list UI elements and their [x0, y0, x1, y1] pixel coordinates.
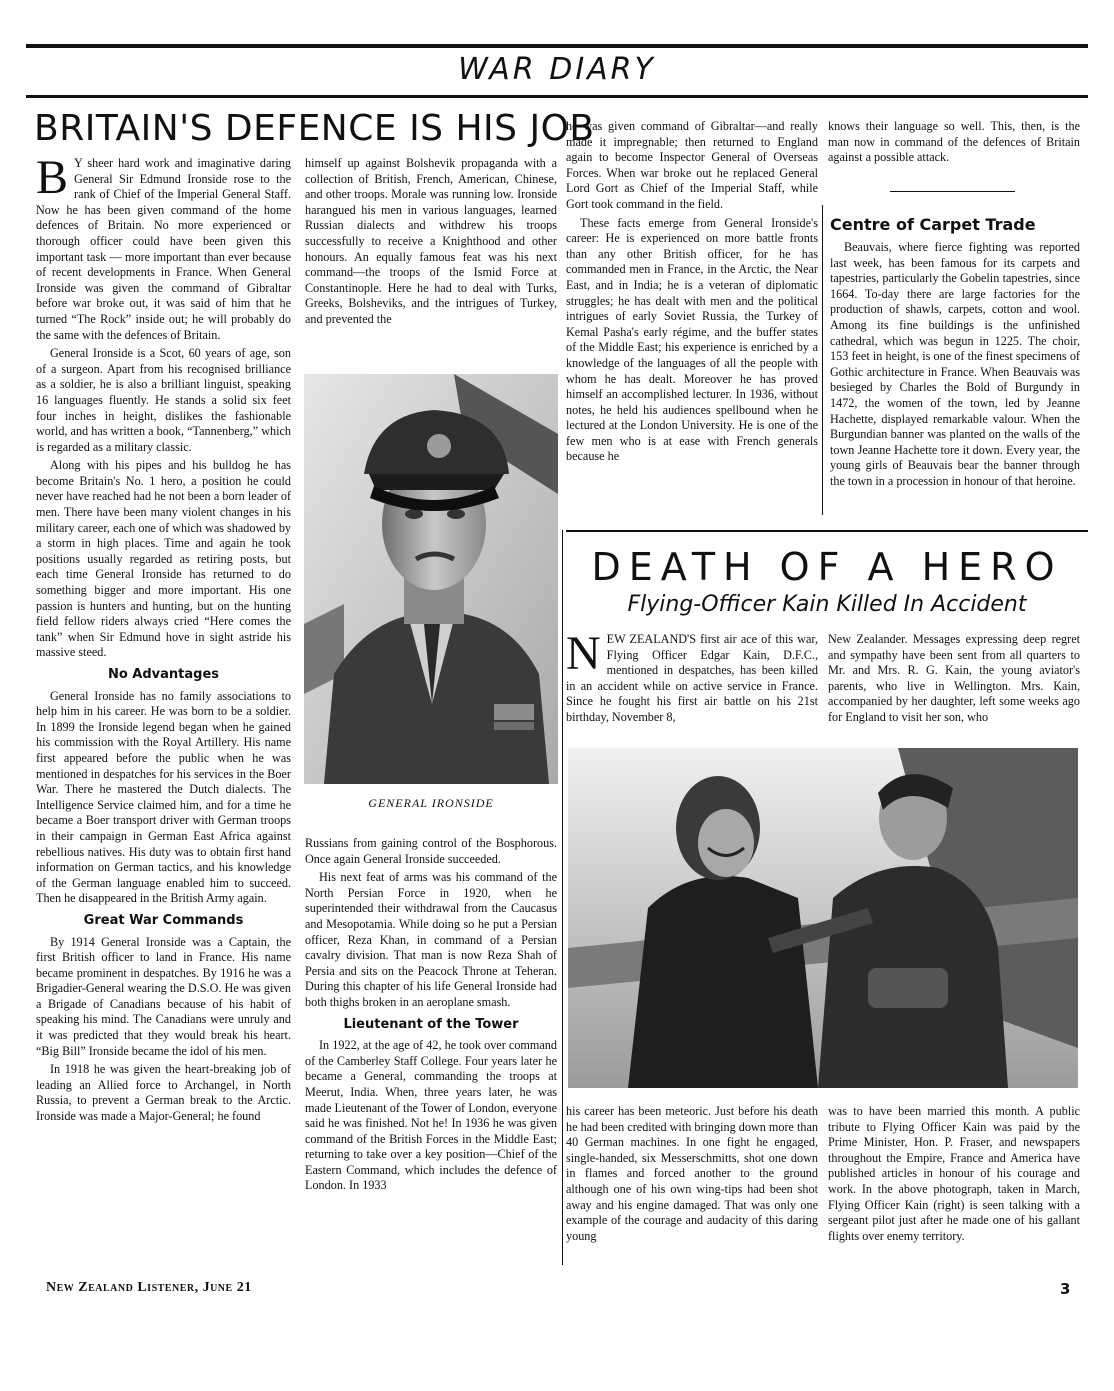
title-rule — [26, 95, 1088, 98]
article2-top-rule — [566, 530, 1088, 532]
article1-col1-p3: Along with his pipes and his bulldog he has become Britain's No. 1 hero, a position he could never have reached had he not been a born leader of men. There have been many violent changes in his military career, each one of which was shadowed by a storm in high places. Time and again he took positions usually regarded as retiring posts, but each time General Ironside has returned to do something bigger and more important. His one passion is hunters and hunting, but on the hunting field fellow riders always cried “Here comes the tank” when Sir Edmund hove in sight astride his massive steed. — [36, 458, 292, 660]
article1-col2-p4: In 1922, at the age of 42, he took over command of the Camberley Staff College. Four years later he became a General, commanding the troops at Meerut, India. When, three years later, he was made Lieutenant of the Tower of London, everyone said he was finished. Not he! In 1936 he was given command of the British Forces in the Middle East; returning to take over a key position—Chief of the Eastern Command, which includes the defence of London. In 1933 — [305, 1038, 557, 1193]
sidebar-body — [830, 240, 1080, 493]
article1-col1-p5: By 1914 General Ironside was a Captain, the first British officer to land in France. His name became prominent in despatches. By 1916 he was a Brigadier-General wearing the D.S.O. He was given a Brigade of Canadians because of his habit of speaking his mind. The Canadians were unruly and it was predicted that they would break his heart. “Big Bill” Ironside became the idol of his men. — [36, 934, 291, 1058]
article1-col1-p2: General Ironside is a Scot, 60 years of age, son of a surgeon. Apart from his recognised brilliance as a soldier, he is also a brilliant linguist, speaking 16 languages fluently. He stands a solid six feet four inches in height, dislikes the fashionable world, and has written a book, “Tannenberg,” which is regarded as a military classic. — [36, 346, 291, 454]
article2-col2-text: New Zealander. Messages expressing deep regret and sympathy have been sent from all quarters to Mr. and Mrs. R. G. Kain, the young aviator's parents, who live in Wellington. Mrs. Kain, accompanied by her daughter, left some weeks ago for England to visit her son, who — [828, 632, 1080, 724]
article2-col1-text: EW ZEALAND'S first air ace of this war, Flying Officer Edgar Kain, D.F.C., mentioned in despatches, has been killed in an accident while on active service in France. Since he fought his first air battle on his 21st birthday, November 8, — [566, 632, 818, 724]
article1-dropcap: B — [36, 151, 69, 204]
article2-column-4 — [828, 1104, 1080, 1247]
page-number: 3 — [1060, 1280, 1071, 1298]
article1-col1-p1: Y sheer hard work and imaginative daring General Sir Edmund Ironside rose to the rank of Chief of the Imperial General Staff. Now he has been given command of the home defences of Britain. No more experienced or thorough officer could have been given this important task — more important than ever because of recent developments in France. When General Ironside was given the command of Gibraltar before war broke out, it was said of him that he turned “The Rock” inside out; he will probably do the same with the defences of Britain. — [36, 156, 291, 342]
sidebar-p1: Beauvais, where fierce fighting was reported last week, has been famous for its carpets and tapestries, particularly the Gobelin tapestries, since 1664. To-day there are large factories for the production of shawls, carpets, cotton and wool. Among its fine buildings is the unfinished cathedral, which was begun in 1225. The choir, 153 feet in height, is one of the finest specimens of Gothic architecture in France. When Beauvais was besieged by Charles the Bold of Burgundy in 1472, the women of the town, led by Jeanne Hachette, displayed remarkable valour. When the Burgundian banner was planted on the walls of the town Jeanne Hachette tore it down. Every year, the young girls of Beauvais bear the banner through the town in a procession in honour of that heroine. — [830, 240, 1080, 488]
article1-col2-p2: Russians from gaining control of the Bosphorous. Once again General Ironside succeeded. — [305, 836, 557, 866]
article1-column-2-top — [305, 156, 557, 331]
column-4-divider — [890, 191, 1015, 192]
subhead-lieutenant-of-the-tower: Lieutenant of the Tower — [343, 1016, 519, 1032]
article1-headline: BRITAIN'S DEFENCE IS HIS JOB — [34, 108, 595, 149]
article2-column-1 — [566, 627, 818, 729]
sidebar-left-rule — [822, 205, 823, 515]
article2-column-2 — [828, 632, 1080, 729]
article1-col1-p4: General Ironside has no family associations to help him in his career. He was born to be a soldier. In 1899 the Ironside legend began when he gained his commission with the Royal Artillery. His name first appeared before the public when he was mentioned in despatches for his services in the Boer War. There he mastered the Dutch dialects. The Intelligence Service claimed him, and for a time he became a Boer transport driver with German troops in their campaign in German East Africa against rebellious natives. His duty was to obtain first hand information on German tactics, and his knowledge of the German language enabled him to succeed. Then he disappeared in the British Army again. — [36, 688, 291, 906]
article2-col3-text: his career has been meteoric. Just before his death he had been credited with bringing down more than 40 German machines. In one fight he engaged, single-handed, six Messerschmitts, shot one down in flames and forced another to the ground although one of his own wing-tips had been shot away and his engine damaged. That was only one example of the courage and audacity of this daring young — [566, 1104, 818, 1243]
article2-dropcap: N — [566, 627, 601, 680]
article1-col3-p2: These facts emerge from General Ironside's career: He is experienced on more battle fronts than any other British officer, for he has commanded men in France, in the Arctic, the Near East, and in India; he is a veteran of diplomatic struggles; he has dealt with men and the political intrigues of early Soviet Russia, the Turkey of Kemal Pasha's early régime, and the buffer states of the Middle East; his experience is enriched by a knowledge of the languages of all the people with whom he has dealt. Moreover he has proved himself an accomplished lecturer. In 1936, without notes, he held his audiences spellbound when he lectured at the London University. He is one of the few men who is at ease with French generals because he — [566, 215, 818, 464]
ironside-photo-caption: GENERAL IRONSIDE — [368, 796, 494, 810]
section-title: WAR DIARY — [458, 52, 656, 87]
article1-column-1 — [36, 151, 292, 1128]
kain-photo — [568, 748, 1078, 1088]
article2-column-3 — [566, 1104, 818, 1247]
ironside-portrait-illustration — [304, 374, 558, 784]
article2-left-rule — [562, 530, 563, 1265]
article2-headline: DEATH OF A HERO — [591, 545, 1063, 589]
kain-photo-illustration — [568, 748, 1078, 1088]
article1-column-2-bottom — [305, 836, 557, 1197]
article2-col4-text: was to have been married this month. A public tribute to Flying Officer Kain was paid by the Prime Minister, Hon. P. Fraser, and newspapers throughout the Empire, France and America have published articles in honour of his courage and work. In the above photograph, taken in March, Flying Officer Kain (right) is seen talking with a sergeant pilot just after he made one of his gallant flights over enemy territory. — [828, 1104, 1080, 1243]
article1-column-3 — [566, 119, 818, 468]
article1-col1-p6: In 1918 he was given the heart-breaking job of leading an Allied force to Archangel, in North Russia, to prevent a German break to the Arctic. Ironside was made a Major-General; he found — [36, 1062, 291, 1124]
subhead-great-war-commands: Great War Commands — [83, 912, 244, 928]
ironside-portrait-photo — [304, 374, 558, 784]
article1-col2-p1: himself up against Bolshevik propaganda with a collection of British, French, American, Chinese, and other troops. Morale was running low. Ironside harangued his men in various languages, learned Russian dialects and withdrew his troops successfully to receive a Knighthood and other honours. An equally famous feat was his next command—the troops of the Ismid Force at Constantinople. Here he had to deal with Turks, Greeks, Bolsheviks, and the intrigues of Turkey, and prevented the — [305, 156, 557, 326]
footer-publication: New Zealand Listener, June 21 — [46, 1280, 252, 1295]
article1-col3-p1: he was given command of Gibraltar—and really made it impregnable; then returned to England again to become Inspector General of Overseas Forces. When war broke out he replaced General Lord Gort as Chief of the Imperial Staff, while Gort took command in the field. — [566, 119, 818, 211]
top-rule — [26, 44, 1088, 48]
article2-deck: Flying-Officer Kain Killed In Accident — [627, 592, 1027, 617]
article1-col4-p1: knows their language so well. This, then, is the man now in command of the defences of Britain against a possible attack. — [828, 119, 1080, 165]
sidebar-headline: Centre of Carpet Trade — [830, 215, 1036, 234]
article1-col2-p3: His next feat of arms was his command of the North Persian Force in 1920, when he superintended their withdrawal from the Caucasus and Mesopotamia. While doing so he put a Persian officer, Reza Khan, in command of a Persian cavalry division. That man is now Reza Shah of Persia and sits on the Peacock Throne at Teheran. During this chapter of his life General Ironside had both thighs broken in an aeroplane smash. — [305, 870, 557, 1009]
subhead-no-advantages: No Advantages — [107, 667, 220, 682]
article1-column-4 — [828, 119, 1080, 169]
